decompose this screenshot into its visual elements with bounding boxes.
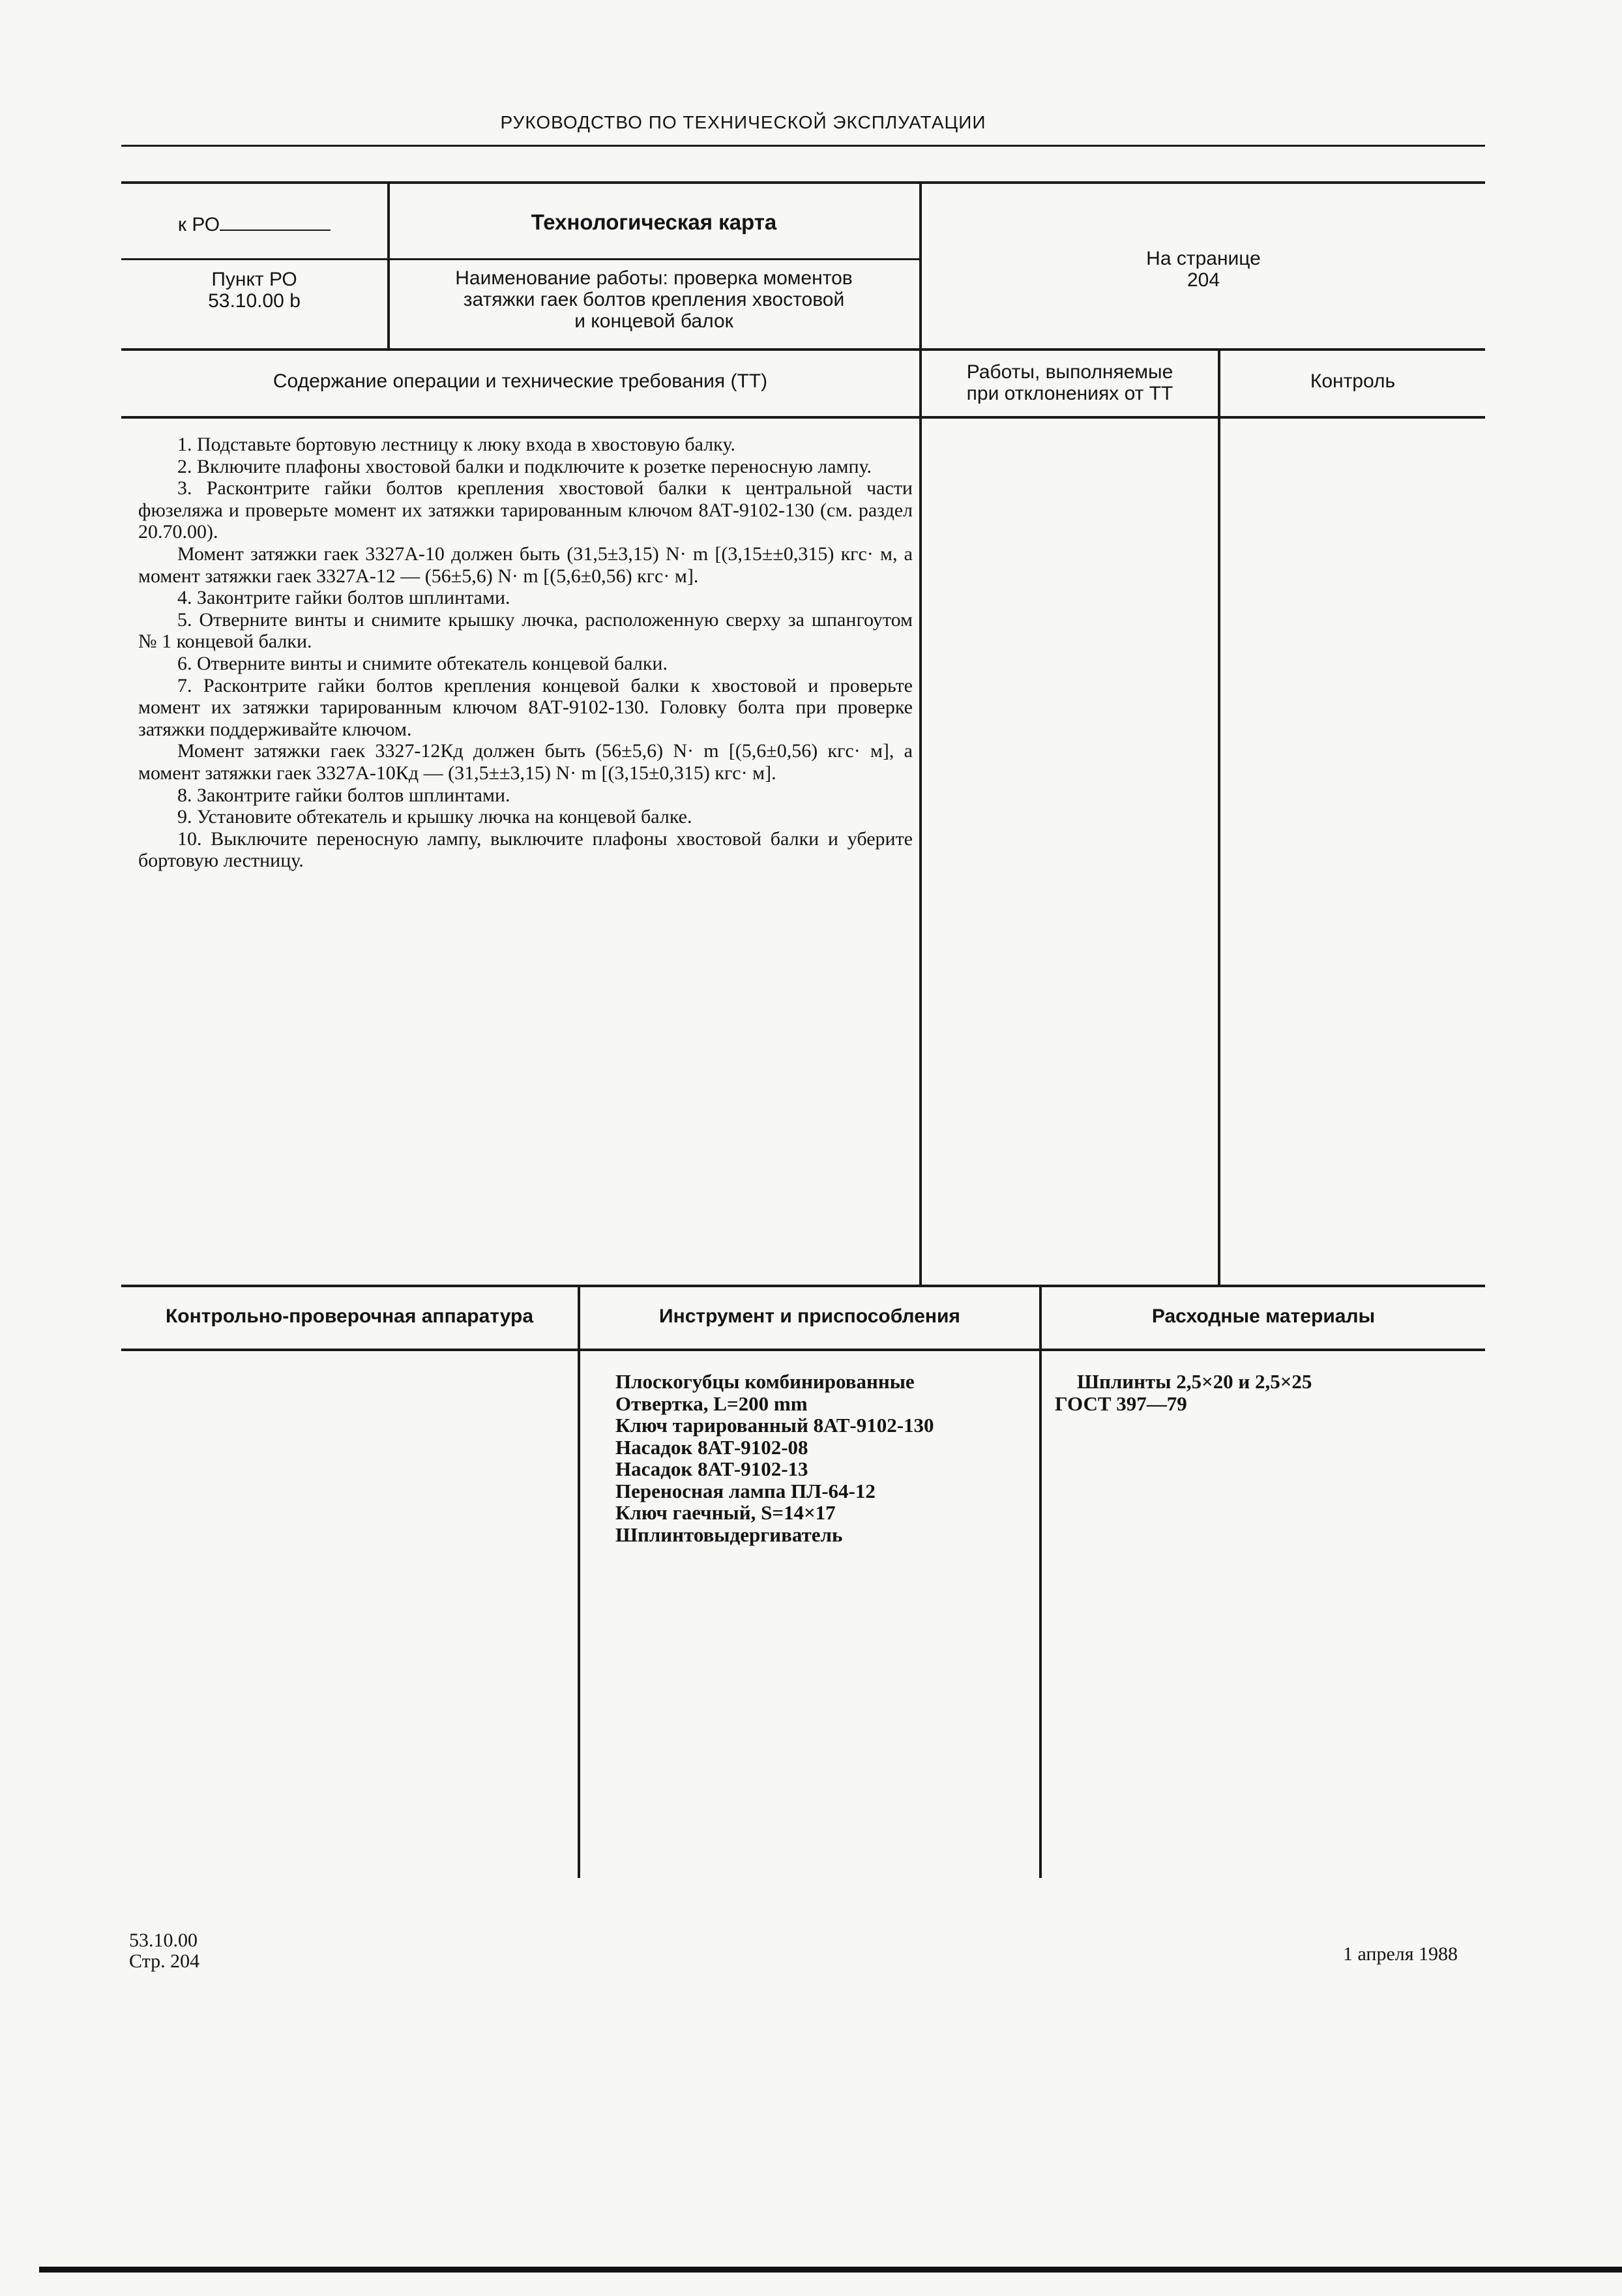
operation-note: Момент затяжки гаек 3327А-10 должен быть (31,5±3,15) N· m [(3,15±±0,315) кгс· м, а момент затяжки гаек 3327А-12 — (56±5,6) N· m [(5,6±0,56) кгс· м]. (138, 543, 913, 587)
tool-item: Переносная лампа ПЛ-64-12 (615, 1479, 876, 1502)
operation-note: Момент затяжки гаек 3327-12Кд должен быть (56±5,6) N· m [(5,6±0,56) кгс· м], а момент затяжки гаек 3327А-10Кд — (31,5±±3,15) N· m [(3,15±0,315) кгс· м]. (138, 740, 913, 784)
operation-step: 2. Включите плафоны хвостовой балки и подключите к розетке переносную лампу. (177, 455, 872, 477)
work-name-line: Наименование работы: проверка моментов (455, 267, 853, 289)
tool-item: Шплинтовыдергиватель (615, 1523, 843, 1546)
operation-step: 10. Выключите переносную лампу, выключите плафоны хвостовой балки и уберите бортовую лестницу. (138, 827, 913, 872)
footer-page: Стр. 204 (129, 1950, 200, 1972)
scan-bottom-edge (39, 2267, 1622, 2273)
work-name (389, 267, 919, 332)
page-number: 204 (1187, 269, 1220, 291)
col-divider-control (1218, 350, 1220, 1285)
card-top-border (121, 181, 1485, 184)
tools-list (615, 1371, 934, 1545)
bottom-section-top (121, 1285, 1485, 1287)
col-header-tools: Инструмент и приспособления (659, 1305, 960, 1327)
footer-date: 1 апреля 1988 (1343, 1943, 1458, 1965)
col-header-operations: Содержание операции и технические требования (ТТ) (273, 370, 768, 392)
tool-item: Ключ гаечный, S=14×17 (615, 1501, 836, 1524)
operation-step: 4. Законтрите гайки болтов шплинтами. (177, 587, 510, 609)
ref-blank (220, 213, 331, 231)
running-header: РУКОВОДСТВО ПО ТЕХНИЧЕСКОЙ ЭКСПЛУАТАЦИИ (500, 112, 986, 132)
col-header-deviations (922, 361, 1218, 404)
bottom-divider-1 (578, 1286, 580, 1878)
operation-step: 3. Расконтрите гайки болтов крепления хвостовой балки к центральной части фюзеляжа и проверьте момент их затяжки тарированным ключом 8АТ-9102-130 (см. раздел 20.70.00). (138, 477, 913, 543)
tool-item: Насадок 8АТ-9102-08 (615, 1435, 808, 1459)
item-label: Пункт РО (211, 269, 297, 290)
card-mid-border (121, 258, 921, 260)
col-header-consumables: Расходные материалы (1151, 1305, 1376, 1327)
consumable-item: Шплинты 2,5×20 и 2,5×25 (1077, 1370, 1312, 1393)
card-bottom-border (121, 348, 1485, 351)
card-title: Технологическая карта (531, 210, 777, 234)
item-number: 53.10.00 b (208, 290, 301, 312)
work-name-line: и концевой балок (574, 310, 733, 332)
operations-list (138, 434, 913, 872)
operation-step: 8. Законтрите гайки болтов шплинтами. (177, 784, 510, 806)
operation-step: 9. Установите обтекатель и крышку лючка на концевой балке. (177, 806, 692, 828)
header-rule (121, 145, 1485, 147)
tool-item: Отвертка, L=200 mm (615, 1392, 808, 1415)
operation-step: 5. Отверните винты и снимите крышку лючка, расположенную сверху за шпангоутом № 1 концевой балки. (138, 608, 913, 653)
bottom-divider-2 (1039, 1286, 1042, 1878)
work-name-line: затяжки гаек болтов крепления хвостовой (463, 289, 845, 310)
col-header-deviations-line: при отклонениях от ТТ (966, 383, 1173, 404)
tool-item: Плоскогубцы комбинированные (615, 1370, 915, 1393)
col-header-deviations-line: Работы, выполняемые (966, 361, 1173, 383)
bottom-header-rule (121, 1349, 1485, 1351)
col-header-equipment: Контрольно-проверочная аппаратура (165, 1305, 534, 1327)
page-label: На странице (1146, 248, 1261, 269)
consumables-list (1055, 1371, 1312, 1414)
item-cell (121, 269, 387, 312)
consumable-item: ГОСТ 397—79 (1055, 1392, 1187, 1415)
operation-step: 1. Подставьте бортовую лестницу к люку входа в хвостовую балку. (177, 434, 735, 455)
ref-label: к РО (177, 214, 220, 235)
column-header-bottom (121, 416, 1485, 419)
ref-cell (121, 213, 387, 235)
operation-step: 7. Расконтрите гайки болтов крепления концевой балки к хвостовой и проверьте момент их затяжки тарированным ключом 8АТ-9102-130. Головку болта при проверке затяжки поддерживайте ключом. (138, 674, 913, 740)
footer-section: 53.10.00 (129, 1930, 198, 1951)
tool-item: Ключ тарированный 8АТ-9102-130 (615, 1414, 934, 1437)
operation-step: 6. Отверните винты и снимите обтекатель концевой балки. (177, 652, 668, 674)
tool-item: Насадок 8АТ-9102-13 (615, 1457, 808, 1480)
page-cell (922, 248, 1485, 291)
col-header-control: Контроль (1310, 370, 1396, 392)
footer-left (129, 1930, 199, 1972)
